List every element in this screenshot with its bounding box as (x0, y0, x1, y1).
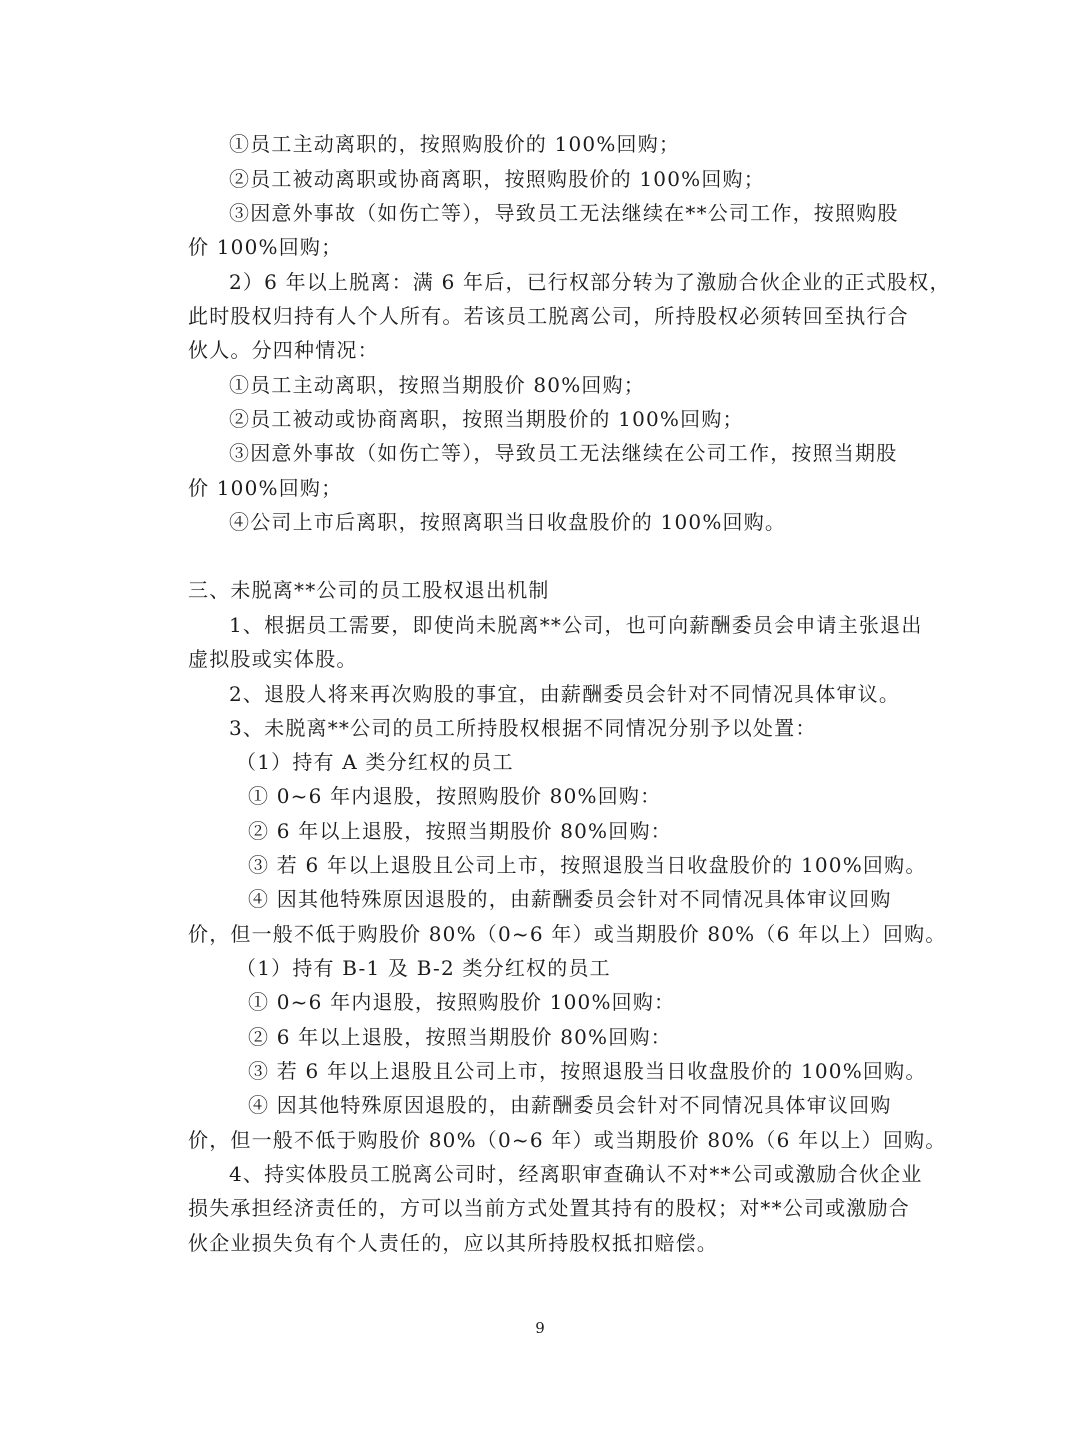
text-line: ④ 因其他特殊原因退股的，由薪酬委员会针对不同情况具体审议回购 (248, 1093, 892, 1117)
text-line: ③ 若 6 年以上退股且公司上市，按照退股当日收盘股价的 100%回购。 (248, 853, 927, 877)
text-line: 损失承担经济责任的，方可以当前方式处置其持有的股权；对**公司或激励合 (188, 1196, 910, 1220)
text-line: 此时股权归持有人个人所有。若该员工脱离公司，所持股权必须转回至执行合 (188, 304, 909, 328)
text-line: ④ 因其他特殊原因退股的，由薪酬委员会针对不同情况具体审议回购 (248, 887, 892, 911)
text-line: 3、未脱离**公司的员工所持股权根据不同情况分别予以处置： (229, 716, 817, 740)
text-line: 2）6 年以上脱离：满 6 年后，已行权部分转为了激励合伙企业的正式股权， (229, 270, 951, 294)
text-line: 价，但一般不低于购股价 80%（0~6 年）或当期股价 80%（6 年以上）回购。 (188, 922, 947, 946)
text-line: ②员工被动或协商离职，按照当期股价的 100%回购； (229, 407, 744, 431)
text-line: 虚拟股或实体股。 (188, 647, 358, 671)
text-line: 1、根据员工需要，即使尚未脱离**公司，也可向薪酬委员会申请主张退出 (229, 613, 923, 637)
text-line: ① 0~6 年内退股，按照购股价 100%回购： (248, 990, 676, 1014)
text-line: 伙人。分四种情况： (188, 338, 379, 362)
text-line: 4、持实体股员工脱离公司时，经离职审查确认不对**公司或激励合伙企业 (229, 1162, 923, 1186)
sub-heading: （1）持有 A 类分红权的员工 (236, 750, 514, 774)
text-line: ② 6 年以上退股，按照当期股价 80%回购： (248, 819, 672, 843)
text-line: ②员工被动离职或协商离职，按照购股价的 100%回购； (229, 167, 765, 191)
text-line: ③因意外事故（如伤亡等），导致员工无法继续在公司工作，按照当期股 (229, 441, 898, 465)
text-line: ④公司上市后离职，按照离职当日收盘股价的 100%回购。 (229, 510, 787, 534)
text-line: ①员工主动离职的，按照购股价的 100%回购； (229, 132, 681, 156)
text-line: 2、退股人将来再次购股的事宜，由薪酬委员会针对不同情况具体审议。 (229, 682, 901, 706)
text-line: ② 6 年以上退股，按照当期股价 80%回购： (248, 1025, 672, 1049)
text-line: 价 100%回购； (188, 476, 343, 500)
text-line: 伙企业损失负有个人责任的，应以其所持股权抵扣赔偿。 (188, 1231, 718, 1255)
section-heading: 三、未脱离**公司的员工股权退出机制 (188, 578, 550, 602)
text-line: ③因意外事故（如伤亡等），导致员工无法继续在**公司工作，按照购股 (229, 201, 899, 225)
text-line: ③ 若 6 年以上退股且公司上市，按照退股当日收盘股价的 100%回购。 (248, 1059, 927, 1083)
text-line: ① 0~6 年内退股，按照购股价 80%回购： (248, 784, 662, 808)
text-line: 价 100%回购； (188, 235, 343, 259)
text-line: 价，但一般不低于购股价 80%（0~6 年）或当期股价 80%（6 年以上）回购。 (188, 1128, 947, 1152)
sub-heading: （1）持有 B-1 及 B-2 类分红权的员工 (236, 956, 611, 980)
page-number: 9 (535, 1319, 545, 1337)
text-line: ①员工主动离职，按照当期股价 80%回购； (229, 373, 646, 397)
